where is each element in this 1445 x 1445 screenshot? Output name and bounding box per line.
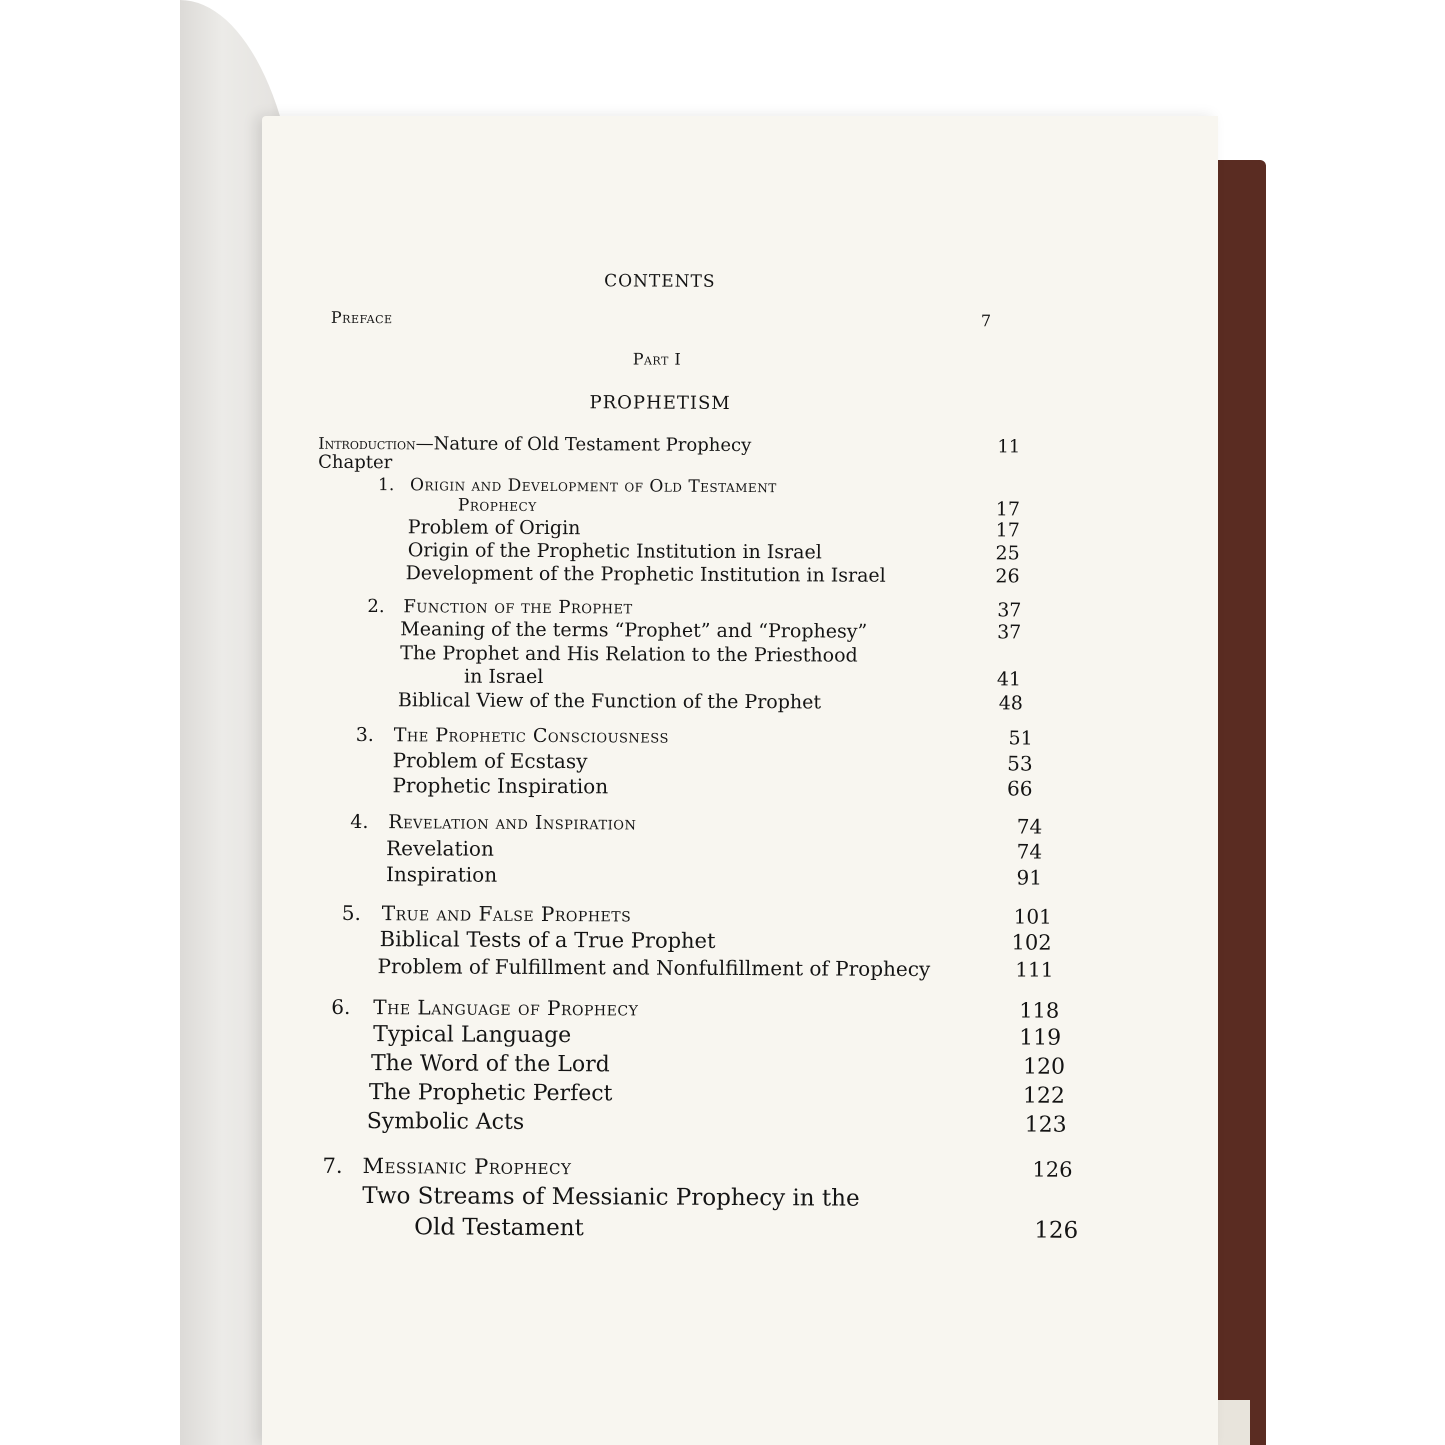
chapter-number: 7.	[322, 1153, 343, 1178]
toc-entry-page: 122	[1022, 1083, 1065, 1109]
chapter-page: 51	[1008, 727, 1033, 750]
chapter-page: 17	[995, 498, 1021, 521]
introduction-subtitle: —Nature of Old Testament Prophecy	[415, 433, 752, 457]
toc-entry: The Prophet and His Relation to the Priesthood	[400, 642, 858, 667]
toc-entry-page: 102	[1011, 930, 1052, 955]
toc-entry: Prophetic Inspiration	[392, 773, 609, 799]
toc-entry-continued: Old Testament	[414, 1214, 584, 1242]
toc-entry-page: 120	[1022, 1054, 1066, 1080]
chapter-title: The Prophetic Consciousness	[393, 724, 669, 748]
toc-entry-page: 74	[1016, 839, 1043, 864]
toc-entry-page: 66	[1006, 776, 1033, 801]
preface-page: 7	[980, 311, 992, 331]
toc-entry-page: 17	[995, 519, 1020, 542]
toc-entry-page: 48	[998, 692, 1023, 715]
toc-entry: Meaning of the terms “Prophet” and “Prophesy”	[400, 618, 868, 643]
contents-heading: CONTENTS	[604, 271, 716, 292]
chapter-page: 126	[1032, 1157, 1073, 1182]
chapter-number: 3.	[355, 723, 374, 747]
chapter-page: 118	[1019, 998, 1060, 1023]
chapter-number: 4.	[350, 810, 369, 834]
toc-entry-page: 123	[1024, 1112, 1067, 1138]
chapter-page: 101	[1013, 904, 1052, 929]
chapter-label: Chapter	[318, 451, 393, 474]
toc-entry-page: 126	[1034, 1217, 1079, 1244]
toc-entry: Symbolic Acts	[366, 1109, 525, 1135]
chapter-page: 74	[1016, 814, 1043, 839]
toc-entry: Typical Language	[373, 1022, 572, 1049]
chapter-page: 37	[997, 599, 1022, 622]
chapter-title: Function of the Prophet	[403, 596, 633, 619]
toc-entry: Problem of Origin	[407, 516, 581, 540]
chapter-title: Messianic Prophecy	[362, 1154, 572, 1180]
introduction-page: 11	[997, 436, 1021, 458]
chapter-number: 2.	[367, 596, 385, 618]
chapter-title: The Language of Prophecy	[373, 995, 639, 1021]
toc-entry: Biblical View of the Function of the Prophet	[397, 689, 822, 714]
toc-entry: Problem of Fulfillment and Nonfulfillment of Prophecy	[377, 954, 931, 982]
toc-entry-continued: in Israel	[464, 665, 544, 688]
toc-entry: Biblical Tests of a True Prophet	[379, 927, 716, 953]
toc-entry-page: 53	[1007, 751, 1033, 776]
preface-label: Preface	[330, 307, 393, 328]
part-title: PROPHETISM	[589, 392, 731, 414]
toc-entry: Revelation	[386, 836, 494, 861]
introduction-label: Introduction	[318, 433, 416, 454]
toc-entry-page: 91	[1016, 865, 1043, 890]
toc-entry-page: 119	[1019, 1025, 1062, 1051]
toc-entry-page: 26	[995, 565, 1020, 588]
chapter-title: Revelation and Inspiration	[388, 811, 637, 835]
chapter-title: True and False Prophets	[381, 901, 632, 927]
toc-entry: Development of the Prophetic Institution in Israel	[405, 562, 886, 587]
toc-entry-page: 25	[995, 542, 1020, 565]
toc-entry-page: 111	[1015, 957, 1054, 982]
toc-entry: The Prophetic Perfect	[368, 1080, 613, 1107]
toc-entry: Problem of Ecstasy	[392, 748, 588, 774]
chapter-number: 6.	[331, 994, 351, 1019]
part-label: Part I	[632, 349, 682, 369]
chapter-title: Origin and Development of Old Testament	[410, 475, 777, 498]
toc-entry: Origin of the Prophetic Institution in Israel	[407, 539, 822, 564]
toc-entry-page: 41	[996, 668, 1022, 691]
page-block-edge	[1216, 1400, 1250, 1445]
toc-entry: Inspiration	[385, 862, 498, 887]
toc-entry-page: 37	[997, 621, 1022, 644]
table-of-contents	[255, 113, 1218, 1445]
toc-entry: The Word of the Lord	[370, 1051, 610, 1078]
contents-page	[262, 116, 1218, 1445]
toc-entry: Two Streams of Messianic Prophecy in the	[362, 1183, 860, 1212]
chapter-number: 1.	[378, 475, 395, 496]
chapter-title-continued: Prophecy	[457, 495, 537, 516]
chapter-number: 5.	[341, 900, 361, 926]
